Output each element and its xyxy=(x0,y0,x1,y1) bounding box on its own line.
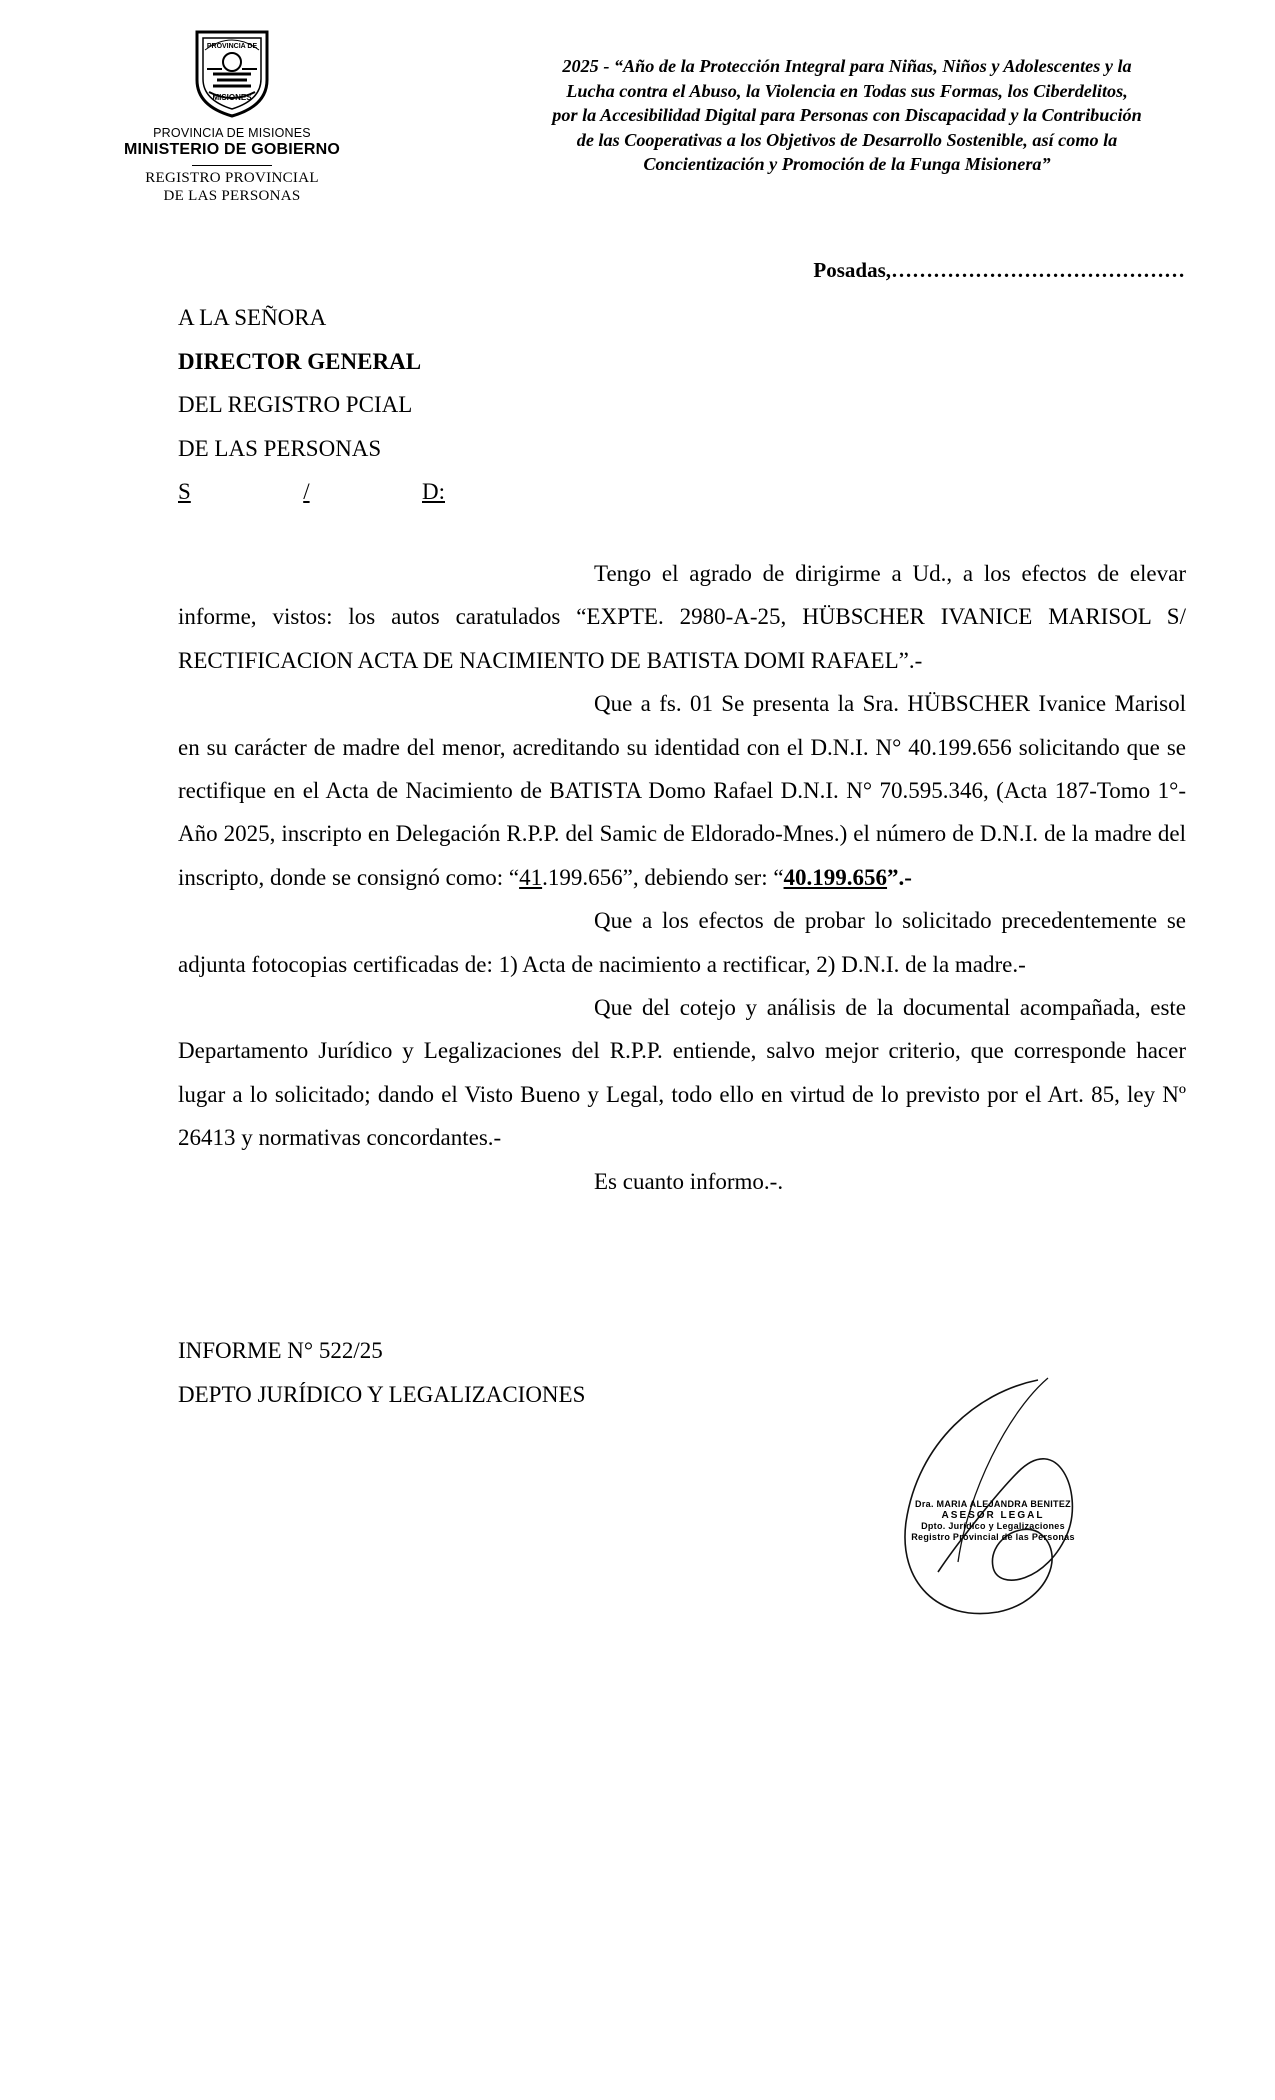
salutation-sd xyxy=(178,470,445,514)
paragraph-text: .199.656”, debiendo ser: “ xyxy=(542,864,784,890)
paragraph-analysis: Que del cotejo y análisis de la documental acompañada, este Departamento Jurídico y Legalizaciones del R.P.P. entiende, salvo mejor criterio, que corresponde hacer lugar a lo solicitado; dando el Visto Bueno y Legal, todo ello en virtud de lo previsto por el Art. 85, ley Nº 26413 y normativas concordantes.- xyxy=(178,995,1186,1151)
paragraph-evidence: Que a los efectos de probar lo solicitado precedentemente se adjunta fotocopias certificadas de: 1) Acta de nacimiento a rectificar, 2) D.N.I. de la madre.- xyxy=(178,908,1186,977)
motto-line: de las Cooperativas a los Objetivos de Desarrollo Sostenible, así como la xyxy=(576,129,1118,150)
paragraph-intro: Tengo el agrado de dirigirme a Ud., a los efectos de elevar informe, vistos: los autos caratulados “EXPTE. 2980-A-25, HÜBSCHER IVANICE MARISOL S/ RECTIFICACION ACTA DE NACIMIENTO DE BATISTA DOMI RAFAEL”.- xyxy=(178,561,1186,673)
letterhead-divider xyxy=(192,165,272,166)
sd-s: S xyxy=(178,479,191,504)
crest-text-bottom: MISIONES xyxy=(212,93,252,102)
report-body xyxy=(178,552,1186,1203)
motto-line: por la Accesibilidad Digital para Personas con Discapacidad y la Contribución xyxy=(552,105,1142,126)
signature-stamp xyxy=(898,1499,1088,1543)
registry-name-line1: REGISTRO PROVINCIAL xyxy=(145,170,319,186)
provincial-crest-logo xyxy=(187,24,277,120)
addressee-title: DIRECTOR GENERAL xyxy=(178,348,422,374)
province-name: PROVINCIA DE MISIONES xyxy=(153,126,311,140)
sd-d: D: xyxy=(422,479,445,504)
registry-name-line2: DE LAS PERSONAS xyxy=(163,188,301,204)
signer-registry: Registro Provincial de las Personas xyxy=(911,1532,1075,1542)
addressee-line: DEL REGISTRO PCIAL xyxy=(178,392,413,417)
report-footer xyxy=(178,1329,585,1416)
year-motto xyxy=(488,54,1206,177)
motto-line: Concientización y Promoción de la Funga Misionera” xyxy=(643,154,1051,175)
crest-text-top: PROVINCIA DE xyxy=(206,43,258,50)
addressee-line: A LA SEÑORA xyxy=(178,305,327,330)
department-name: DEPTO JURÍDICO Y LEGALIZACIONES xyxy=(178,1381,586,1407)
paragraph-closing: Es cuanto informo.-. xyxy=(594,1168,784,1194)
paragraph-text: Que a fs. 01 Se presenta la Sra. HÜBSCHER Ivanice Marisol en su carácter de madre del menor, acreditando su identidad con el D.N.I. N° 40.199.656 solicitando que se rectifique en el Acta de Nacimiento de BATISTA Domo Rafael D.N.I. N° 70.595.346, (Acta 187-Tomo 1°-Año 2025, inscripto en Delegación R.P.P. del Samic de Eldorado-Mnes.) el número de D.N.I. de la madre del inscripto, donde se consignó como: “ xyxy=(178,691,1186,890)
addressee-line: DE LAS PERSONAS xyxy=(178,435,382,461)
signer-title: ASESOR LEGAL xyxy=(941,1510,1045,1521)
signer-department: Dpto. Jurídico y Legalizaciones xyxy=(921,1521,1065,1531)
addressee-block xyxy=(178,296,445,514)
letterhead xyxy=(112,24,352,205)
signer-name: Dra. MARIA ALEJANDRA BENITEZ xyxy=(915,1499,1071,1509)
place-and-date: Posadas,…………………………………… xyxy=(813,258,1185,282)
report-number: INFORME N° 522/25 xyxy=(178,1338,383,1363)
motto-line: 2025 - “Año de la Protección Integral para Niñas, Niños y Adolescentes y la xyxy=(562,56,1132,76)
paragraph-text: ”.- xyxy=(887,864,912,890)
motto-line: Lucha contra el Abuso, la Violencia en Todas sus Formas, los Ciberdelitos, xyxy=(566,80,1128,101)
sd-slash: / xyxy=(303,479,310,504)
paragraph-presentation xyxy=(178,682,1186,899)
ministry-name: MINISTERIO DE GOBIERNO xyxy=(124,141,340,158)
correct-dni: 40.199.656 xyxy=(783,864,888,890)
wrong-dni-prefix: 41 xyxy=(519,864,543,890)
